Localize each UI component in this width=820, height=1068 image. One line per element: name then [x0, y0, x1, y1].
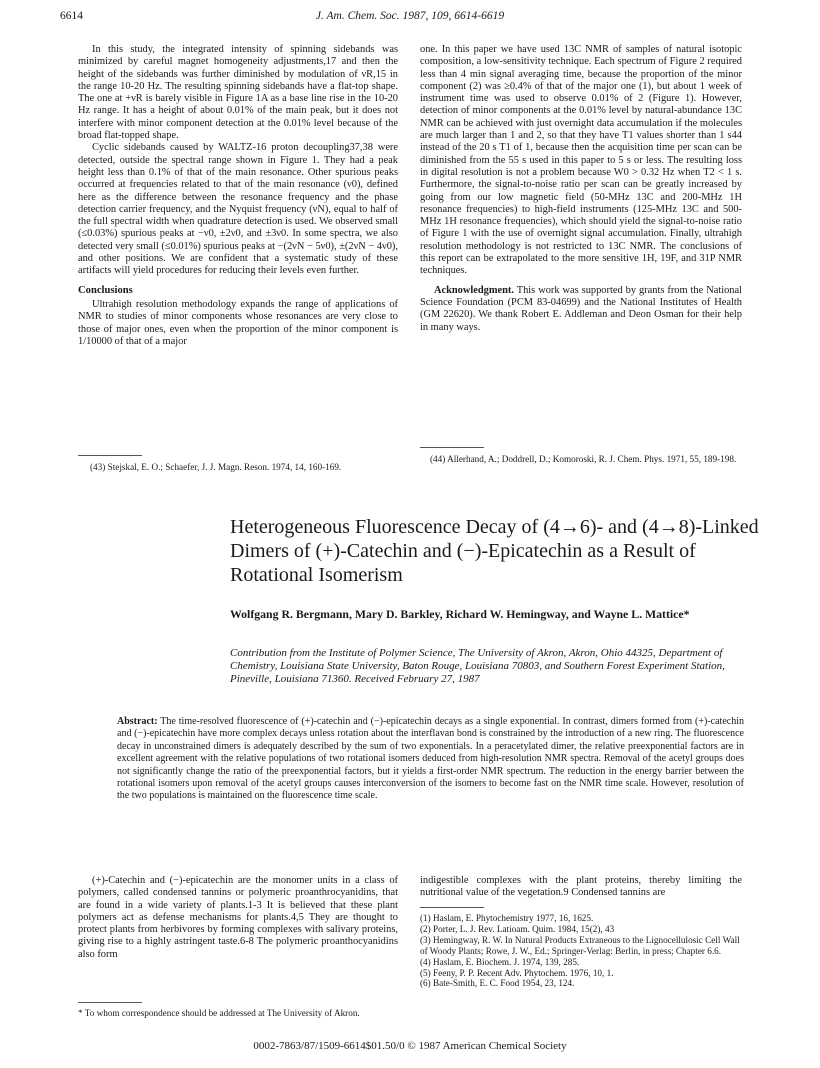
- footnote-43: (43) Stejskal, E. O.; Schaefer, J. J. Magn. Reson. 1974, 14, 160-169.: [90, 462, 342, 472]
- abstract-label: Abstract:: [117, 716, 158, 727]
- paragraph: one. In this paper we have used 13C NMR of samples of natural isotopic composition, a low-sensitivity technique. Each spectrum of Figure 2 required less than 4 min signal averaging time, because the proportion of the minor component (2) was ≥0.4% of that of the major one (1), but about 1 week of instrument time was used to observe 0.01% of 2 (Figure 1). However, detection of minor components at the 0.01% level by natural-abundance 13C NMR can be achieved with just overnight data accumulation if the molecules are much larger than 1 and 2, so that they have T1 values shorter than 1 s44 instead of the 20 s T1 of 1, because then the acquisition time per scan can be diminished from the 55 s used in this paper to 5 s or less. The resulting loss in digital resolution is not a problem because W0 > 0.32 Hz when T2 < 1 s. Furthermore, the signal-to-noise ratio per scan can be greatly increased by going from our low magnetic field (50-MHz 13C and 200-MHz 1H resonance frequencies) to high-field instruments (125-MHz 13C and 500-MHz 1H resonance frequencies), which should yield the signal-to-noise ratio of Figure 1 with the use of overnight signal accumulation. Finally, ultrahigh resolution methodology is not restricted to 13C NMR. The conclusions of this report can be extrapolated to the more sensitive 1H, 19F, and 31P NMR techniques.: [420, 44, 742, 277]
- prev-article-left-column: [78, 44, 398, 348]
- running-header: [60, 10, 760, 28]
- article-title: Heterogeneous Fluorescence Decay of (4→6)- and (4→8)-Linked Dimers of (+)-Catechin and (−)-Epicatechin as a Result of Rotational Isomerism: [230, 516, 759, 586]
- journal-citation: J. Am. Chem. Soc. 1987, 109, 6614-6619: [315, 10, 505, 22]
- footnote-rule: [78, 1002, 142, 1003]
- abstract-text: The time-resolved fluorescence of (+)-catechin and (−)-epicatechin decays as a single exponential. In contrast, dimers formed from (+)-catechin and (−)-epicatechin have more complex decays unless rotation about the interflavan bond is constrained by the introduction of a new ring. The fluorescence decay in unconstrained dimers is adequately described by the sum of two exponentials. In a peracetylated dimer, the relative preexponential factors are in excellent agreement with the relative populations of two rotational isomers deduced from high-resolution NMR spectra. Removal of the acetyl groups does not significantly change the ratio of the preexponential factors, but it yields a first-order NMR spectrum. The reduction in the energy barrier between the rotational isomers upon removal of the acetyl groups causes interconversion of the isomers to become fast on the NMR time scale. However, resolution of the two populations is maintained on the fluorescence time scale.: [117, 716, 744, 802]
- reference-item: (3) Hemingway, R. W. In Natural Products Extraneous to the Lignocellulosic Cell Wall of Woody Plants; Rowe, J. W., Ed.; Springer-Verlag: Berlin, in press; Chapter 6.6.: [420, 934, 740, 956]
- article-affiliation: Contribution from the Institute of Polymer Science, The University of Akron, Akron, Ohio 44325, Department of Chemistry, Louisiana State University, Baton Rouge, Louisiana 70803, and Southern Forest Experiment Station, Pineville, Louisiana 71360. Received February 27, 1987: [230, 647, 725, 686]
- paragraph: Ultrahigh resolution methodology expands the range of applications of NMR to studies of minor components whose resonances are very close to those of major ones, even when the proportion of the minor component is 1/10000 of that of a major: [78, 298, 398, 347]
- reference-list: [420, 913, 742, 989]
- paragraph: In this study, the integrated intensity of spinning sidebands was minimized by careful magnet homogeneity adjustments,17 and then the height of the sidebands was further diminished by modulation of νR,15 in the range 10-20 Hz. The resulting spinning sidebands have a flat-top shape. The one at +νR is barely visible in Figure 1A as a base line rise in the 10-20 Hz range. It has a height of about 0.01% of the main peak, but it does not interfere with minor component detection at the 0.01% level because of the broad flat-topped shape.: [78, 44, 398, 142]
- page-number: 6614: [60, 10, 83, 22]
- intro-right-column: [420, 875, 742, 900]
- reference-item: (5) Feeny, P. P. Recent Adv. Phytochem. 1976, 10, 1.: [420, 967, 614, 978]
- intro-left-column: [78, 875, 398, 961]
- reference-rule: [420, 907, 484, 908]
- reference-item: (2) Porter, L. J. Rev. Latioam. Quim. 1984, 15(2), 43: [420, 923, 615, 934]
- acknowledgment-label: Acknowledgment.: [434, 284, 514, 296]
- footnote-rule: [78, 455, 142, 456]
- reference-item: (6) Bate-Smith, E. C. Food 1954, 23, 124.: [420, 978, 575, 989]
- prev-article-right-column: [420, 44, 742, 334]
- reference-item: (1) Haslam, E. Phytochemistry 1977, 16, 1625.: [420, 913, 594, 923]
- paragraph: Cyclic sidebands caused by WALTZ-16 proton decoupling37,38 were detected, outside the spectral range shown in Figure 1. They had a peak height less than 0.1% of that of the main resonance. Other spurious peaks occurred at frequencies related to that of the main resonance (ν0), defined here as the difference between the resonance frequency and the phase detection carrier frequency, and the Nyquist frequency (νN), equal to half of the full spectral width when quadrature detection is used. We observed small (≤0.03%) spurious peaks at −ν0, ±2ν0, and ±3ν0. In some spectra, we also detected very small (≤0.01%) spurious peaks at −(2νN − 5ν0), ±(2νN − 4ν0), and other positions. We are confident that a systematic study of these artifacts will yield procedures for reducing their levels even further.: [78, 142, 398, 277]
- reference-item: (4) Haslam, E. Biochem. J. 1974, 139, 285.: [420, 956, 580, 967]
- paragraph: indigestible complexes with the plant proteins, thereby limiting the nutritional value of the vegetation.9 Condensed tannins are: [420, 875, 742, 899]
- abstract: [117, 716, 744, 803]
- acknowledgment-text: This work was supported by grants from the National Science Foundation (PCM 83-04699) and the National Institutes of Health (GM 22620). We thank Robert E. Addleman and Deon Osman for their help in many ways.: [420, 284, 742, 333]
- footnote-rule: [420, 447, 484, 448]
- correspondence-footnote: * To whom correspondence should be addressed at The University of Akron.: [78, 1008, 360, 1018]
- page-footer: 0002-7863/87/1509-6614$01.50/0 © 1987 American Chemical Society: [253, 1040, 567, 1052]
- article-authors: Wolfgang R. Bergmann, Mary D. Barkley, Richard W. Hemingway, and Wayne L. Mattice*: [230, 607, 690, 621]
- section-heading-conclusions: Conclusions: [78, 284, 133, 296]
- paragraph: (+)-Catechin and (−)-epicatechin are the monomer units in a class of polymers, called condensed tannins or polymeric proanthrocyanidins, that are found in a wide variety of plants.1-3 It is believed that these plant polymers act as defense mechanisms for plants.4,5 They are thought to protect plants from herbivores by forming complexes with salivary proteins, giving rise to a highly astringent taste.6-8 The polymeric proanthocyanidins also form: [78, 875, 398, 960]
- acknowledgment: [420, 285, 742, 334]
- footnote-44: (44) Allerhand, A.; Doddrell, D.; Komoroski, R. J. Chem. Phys. 1971, 55, 189-198.: [430, 454, 737, 464]
